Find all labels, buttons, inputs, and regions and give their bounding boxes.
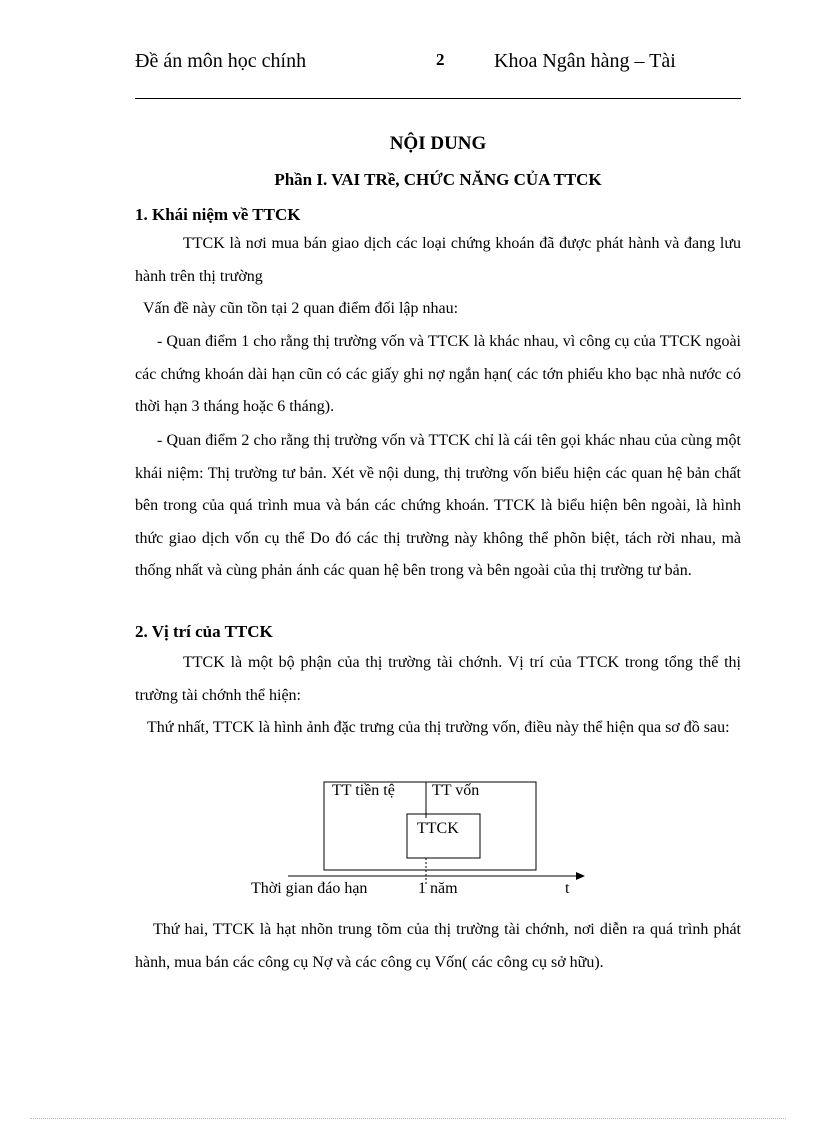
section-2-paragraph-2: Thứ nhất, TTCK là hình ảnh đặc trưng của thị trường vốn, điều này thể hiện qua sơ đồ sau: xyxy=(147,719,730,736)
one-year-label: 1 năm xyxy=(418,880,458,897)
money-market-label: TT tiền tệ xyxy=(332,782,395,799)
axis-arrow-icon xyxy=(576,872,585,880)
page-bottom-divider xyxy=(30,1118,786,1119)
page-number: 2 xyxy=(436,50,445,69)
time-axis-end-label: t xyxy=(565,880,570,897)
part-title: Phần I. VAI TRề, CHỨC NĂNG CỦA TTCK xyxy=(274,170,602,189)
market-diagram xyxy=(240,776,600,902)
section-2-heading: 2. Vị trí của TTCK xyxy=(135,622,273,641)
section-1-paragraph-4: - Quan điểm 2 cho rằng thị trường vốn và TTCK chỉ là cái tên gọi khác nhau của cùng một khái niệm: Thị trường tư bản. Xét về nội dung, thị trường vốn biểu hiện các quan hệ bản chất bên trong của quá trình mua và bán các chứng khoán. TTCK là biểu hiện bên ngoài, là hình thức giao dịch vốn cụ thể Do đó các thị trường này không thể phõn biệt, tách rời nhau, mà thống nhất và cùng phản ánh các quan hệ bên trong và bên ngoài của thị trường tư bản. xyxy=(135,432,741,580)
header-divider xyxy=(135,98,741,99)
capital-market-label: TT vốn xyxy=(432,782,480,799)
header-right-text: Khoa Ngân hàng – Tài xyxy=(494,50,676,72)
document-title: NỘI DUNG xyxy=(389,133,487,154)
section-1-paragraph-2: Vấn đề này cũn tồn tại 2 quan điểm đối lập nhau: xyxy=(143,300,459,317)
stock-market-label: TTCK xyxy=(417,820,459,837)
section-2-paragraph-1: TTCK là một bộ phận của thị trường tài chớnh. Vị trí của TTCK trong tổng thể thị trường tài chớnh thể hiện: xyxy=(135,654,741,704)
section-1-paragraph-1: TTCK là nơi mua bán giao dịch các loại chứng khoán đã được phát hành và đang lưu hành trên thị trường xyxy=(135,235,741,285)
section-2-closing-paragraph: Thứ hai, TTCK là hạt nhõn trung tõm của thị trường tài chớnh, nơi diễn ra quá trình phát hành, mua bán các công cụ Nợ và các công cụ Vốn( các công cụ sở hữu). xyxy=(135,921,741,971)
section-1-heading: 1. Khái niệm về TTCK xyxy=(135,205,301,224)
maturity-axis-label: Thời gian đáo hạn xyxy=(251,880,368,897)
section-1-paragraph-3: - Quan điểm 1 cho rằng thị trường vốn và TTCK là khác nhau, vì công cụ của TTCK ngoài các chứng khoán dài hạn cũn có các giấy ghi nợ ngắn hạn( các tớn phiếu kho bạc nhà nước có thời hạn 3 tháng hoặc 6 tháng). xyxy=(135,333,741,416)
header-left-text: Đề án môn học chính xyxy=(135,50,307,72)
